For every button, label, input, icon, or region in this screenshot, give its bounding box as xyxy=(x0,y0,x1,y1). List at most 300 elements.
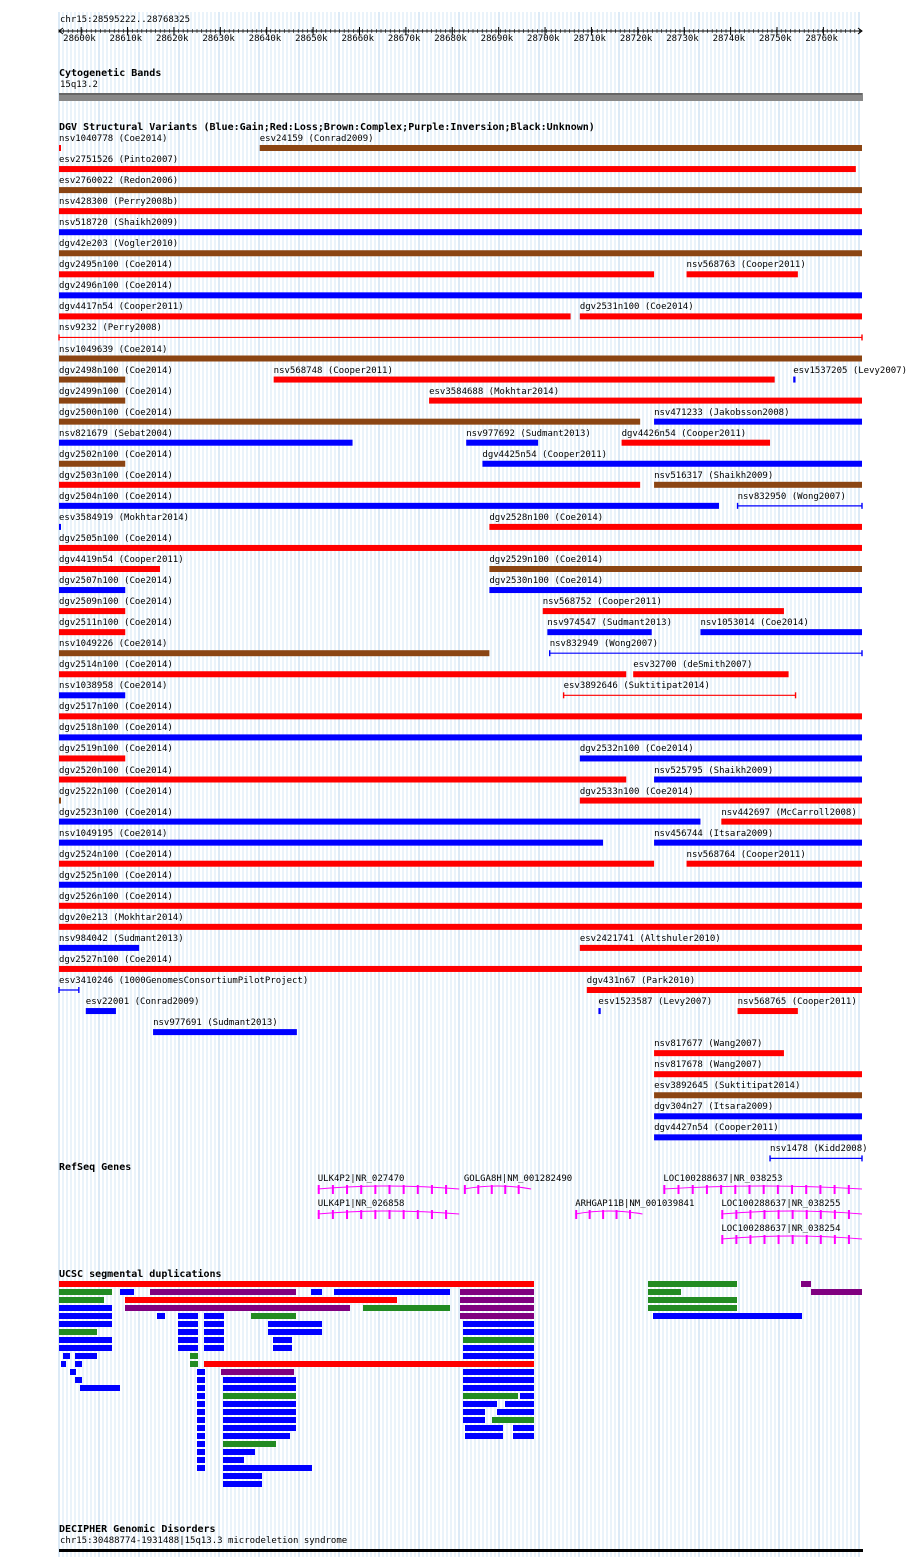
dgv-variant-bar xyxy=(59,924,862,930)
gene-exon xyxy=(477,1185,479,1194)
dgv-variant-bar xyxy=(622,440,770,446)
dgv-variant-bar xyxy=(654,1050,784,1056)
dgv-variant-bar xyxy=(59,734,862,740)
gene-exon xyxy=(792,1210,794,1219)
segdup-block xyxy=(61,1361,66,1367)
segdup-block xyxy=(125,1297,397,1303)
segdup-block xyxy=(465,1433,503,1439)
gene-intron-line xyxy=(575,1211,642,1214)
dgv-variant-label[interactable]: dgv2528n100 (Coe2014) xyxy=(489,512,604,523)
gene-exon xyxy=(819,1185,821,1194)
segdup-block xyxy=(59,1345,112,1351)
segdup-block xyxy=(157,1313,165,1319)
dgv-variant-bar xyxy=(793,377,795,383)
gene-exon xyxy=(834,1185,836,1194)
cytoband-label: 15q13.2 xyxy=(60,80,98,90)
ruler-tick-label: 28760k xyxy=(805,34,838,44)
dgv-variant-bar xyxy=(59,461,125,467)
ruler-tick-label: 28600k xyxy=(63,34,96,44)
dgv-variant-label[interactable]: dgv4417n54 (Cooper2011) xyxy=(59,302,184,313)
dgv-variant-label[interactable]: dgv2502n100 (Coe2014) xyxy=(59,449,173,460)
segdup-block xyxy=(59,1321,112,1327)
dgv-variant-bar xyxy=(59,145,61,151)
dgv-variant-bar xyxy=(59,692,125,698)
dgv-variant-bar xyxy=(59,208,862,214)
dgv-variant-bar xyxy=(543,608,784,614)
dgv-variant-label[interactable]: dgv2526n100 (Coe2014) xyxy=(59,891,173,902)
ruler-tick-label: 28670k xyxy=(387,34,421,44)
segdup-block xyxy=(197,1457,205,1463)
dgv-variant-label[interactable]: nsv568752 (Cooper2011) xyxy=(542,597,662,608)
dgv-variant-label[interactable]: esv1537205 (Levy2007) xyxy=(793,365,907,376)
dgv-variant-label[interactable]: nsv428300 (Perry2008b) xyxy=(59,197,179,208)
segdup-block xyxy=(648,1305,737,1311)
gene-label[interactable]: ULK4P2|NR_027470 xyxy=(317,1174,405,1184)
segdup-block xyxy=(59,1329,97,1335)
gene-exon xyxy=(735,1210,737,1219)
dgv-variant-label[interactable]: esv2751526 (Pinto2007) xyxy=(59,155,179,166)
dgv-variant-label[interactable]: esv3410246 (1000GenomesConsortiumPilotProject) xyxy=(59,976,309,986)
segdup-block xyxy=(653,1313,802,1319)
ruler-tick-label: 28740k xyxy=(712,34,746,44)
dgv-variant-label[interactable]: dgv2499n100 (Coe2014) xyxy=(59,386,173,397)
dgv-variant-label[interactable]: nsv832949 (Wong2007) xyxy=(549,639,659,650)
segdup-block xyxy=(204,1345,224,1351)
dgv-variant-bar xyxy=(59,229,862,235)
gene-exon xyxy=(504,1185,506,1194)
gene-exon xyxy=(749,1210,751,1219)
dgv-variant-label[interactable]: esv3892645 (Suktitipat2014) xyxy=(654,1081,801,1092)
dgv-variant-bar xyxy=(59,482,640,488)
segdup-block xyxy=(223,1385,296,1391)
gene-exon xyxy=(360,1210,362,1219)
dgv-variant-bar xyxy=(59,524,61,530)
dgv-variant-label[interactable]: dgv4426n54 (Cooper2011) xyxy=(621,428,747,439)
gene-exon xyxy=(791,1185,793,1194)
segdup-block xyxy=(178,1321,198,1327)
gene-label[interactable]: LOC100288637|NR_038254 xyxy=(721,1224,841,1234)
dgv-variant-label[interactable]: dgv20e213 (Mokhtar2014) xyxy=(59,912,184,923)
dgv-variant-bar xyxy=(59,440,353,446)
segdup-block xyxy=(204,1313,224,1319)
dgv-variant-label[interactable]: dgv4419n54 (Cooper2011) xyxy=(59,555,184,565)
segdup-block xyxy=(463,1417,485,1423)
dgv-variant-label[interactable]: dgv2500n100 (Coe2014) xyxy=(59,407,173,418)
gene-exon xyxy=(735,1235,737,1244)
ruler-tick-label: 28730k xyxy=(666,34,699,44)
segdup-block xyxy=(59,1313,112,1319)
dgv-variant-label[interactable]: esv3584919 (Mokhtar2014) xyxy=(59,512,190,523)
segdup-block xyxy=(75,1361,82,1367)
dgv-variant-label[interactable]: dgv2514n100 (Coe2014) xyxy=(59,660,173,671)
dgv-variant-bar xyxy=(59,629,125,635)
dgv-variant-label[interactable]: dgv2498n100 (Coe2014) xyxy=(59,365,173,376)
dgv-variant-bar xyxy=(59,250,862,256)
dgv-variant-label[interactable]: dgv4427n54 (Cooper2011) xyxy=(654,1123,779,1134)
dgv-variant-label[interactable]: nsv568763 (Cooper2011) xyxy=(686,260,806,271)
dgv-variant-label[interactable]: esv24159 (Conrad2009) xyxy=(259,134,374,144)
gene-exon xyxy=(848,1210,850,1219)
gene-exon xyxy=(720,1185,722,1194)
cytoband-track-title[interactable]: Cytogenetic Bands xyxy=(59,68,162,79)
dgv-variant-label[interactable]: dgv2533n100 (Coe2014) xyxy=(579,786,694,797)
segdup-block xyxy=(463,1393,518,1399)
dgv-variant-label[interactable]: dgv2531n100 (Coe2014) xyxy=(579,302,694,313)
dgv-variant-label[interactable]: nsv516317 (Shaikh2009) xyxy=(654,470,774,481)
dgv-variant-bar xyxy=(466,440,538,446)
dgv-variant-label[interactable]: dgv2517n100 (Coe2014) xyxy=(59,702,173,713)
segdup-block xyxy=(204,1361,534,1367)
ruler-tick-label: 28660k xyxy=(341,34,374,44)
segdup-block xyxy=(363,1305,450,1311)
segdup-block xyxy=(59,1337,112,1343)
dgv-variant-bar xyxy=(580,945,862,951)
gene-label[interactable]: ULK4P1|NR_026858 xyxy=(317,1199,405,1209)
dgv-variant-label[interactable]: esv3584688 (Mokhtar2014) xyxy=(429,386,560,397)
dgv-variant-bar xyxy=(700,629,862,635)
segdup-block xyxy=(197,1409,205,1415)
dgv-variant-bar xyxy=(86,1008,116,1014)
segdup-block xyxy=(178,1337,198,1343)
dgv-variant-label[interactable]: nsv525795 (Shaikh2009) xyxy=(654,765,774,776)
gene-exon xyxy=(346,1185,348,1194)
ruler-tick-label: 28680k xyxy=(434,34,467,44)
segdup-block xyxy=(70,1369,76,1375)
gene-exon xyxy=(834,1235,836,1244)
gene-label[interactable]: ARHGAP11B|NM_001039841 xyxy=(575,1199,695,1209)
segdup-block xyxy=(811,1289,862,1295)
dgv-variant-bar xyxy=(59,861,654,867)
dgv-variant-label[interactable]: dgv304n27 (Itsara2009) xyxy=(654,1102,774,1113)
segdup-block xyxy=(460,1305,534,1311)
gene-exon xyxy=(431,1185,433,1194)
ruler-tick-label: 28750k xyxy=(758,34,792,44)
dgv-variant-bar xyxy=(489,587,862,593)
gene-exon xyxy=(706,1185,708,1194)
segdup-block xyxy=(463,1369,534,1375)
dgv-variant-label[interactable]: dgv2525n100 (Coe2014) xyxy=(59,870,173,881)
dgv-variant-bar xyxy=(59,587,125,593)
dgv-variant-label[interactable]: nsv9232 (Perry2008) xyxy=(59,323,162,334)
gene-exon xyxy=(417,1210,419,1219)
dgv-variant-label[interactable]: dgv2529n100 (Coe2014) xyxy=(489,555,604,565)
dgv-variant-label[interactable]: nsv832950 (Wong2007) xyxy=(737,491,846,502)
dgv-variant-label[interactable]: dgv2530n100 (Coe2014) xyxy=(489,576,604,587)
dgv-variant-label[interactable]: dgv2504n100 (Coe2014) xyxy=(59,491,173,502)
dgv-variant-label[interactable]: dgv42e203 (Vogler2010) xyxy=(59,239,179,250)
dgv-variant-bar xyxy=(59,187,862,193)
segdup-block xyxy=(520,1393,534,1399)
segdup-block xyxy=(197,1417,205,1423)
dgv-variant-bar xyxy=(580,798,862,804)
dgv-variant-label[interactable]: nsv974547 (Sudmant2013) xyxy=(547,618,672,629)
gene-exon xyxy=(403,1210,405,1219)
gene-exon xyxy=(431,1210,433,1219)
dgv-variant-label[interactable]: dgv2509n100 (Coe2014) xyxy=(59,597,173,608)
dgv-variant-label[interactable]: esv22001 (Conrad2009) xyxy=(85,997,200,1008)
dgv-variant-bar xyxy=(738,1008,798,1014)
gene-exon xyxy=(491,1185,493,1194)
gene-exon xyxy=(589,1210,591,1219)
segdup-block xyxy=(492,1417,534,1423)
dgv-variant-bar xyxy=(59,798,61,804)
position-label: chr15:28595222..28768325 xyxy=(60,15,191,25)
dgv-variant-bar xyxy=(687,271,798,277)
dgv-variant-label[interactable]: esv2760022 (Redon2006) xyxy=(59,176,179,187)
gene-label[interactable]: LOC100288637|NR_038255 xyxy=(721,1199,841,1209)
gene-label[interactable]: LOC100288637|NR_038253 xyxy=(663,1174,783,1184)
segdup-block xyxy=(268,1329,322,1335)
segdup-block xyxy=(178,1345,198,1351)
segdup-block xyxy=(197,1433,205,1439)
dgv-track-title[interactable]: DGV Structural Variants (Blue:Gain;Red:Loss;Brown:Complex;Purple:Inversion;Black:Unknown) xyxy=(59,122,595,133)
segdup-block xyxy=(120,1289,134,1295)
segdup-block xyxy=(125,1305,350,1311)
gene-exon xyxy=(805,1185,807,1194)
dgv-variant-label[interactable]: dgv2527n100 (Coe2014) xyxy=(59,954,173,965)
dgv-variant-bar xyxy=(59,945,139,951)
gene-exon xyxy=(778,1235,780,1244)
gene-exon xyxy=(360,1185,362,1194)
ruler-tick-label: 28710k xyxy=(573,34,606,44)
dgv-variant-label[interactable]: dgv2518n100 (Coe2014) xyxy=(59,723,173,734)
gene-exon xyxy=(629,1210,631,1219)
dgv-variant-label[interactable]: nsv1049639 (Coe2014) xyxy=(59,344,168,355)
segdup-block xyxy=(197,1465,205,1471)
dgv-variant-bar xyxy=(580,755,862,761)
dgv-variant-label[interactable]: esv1523587 (Levy2007) xyxy=(598,997,713,1008)
gene-exon xyxy=(748,1185,750,1194)
dgv-variant-bar xyxy=(429,398,862,404)
refseq-track-title[interactable]: RefSeq Genes xyxy=(59,1162,132,1173)
gene-exon xyxy=(318,1185,320,1194)
segdup-block xyxy=(463,1385,534,1391)
decipher-feature-label[interactable]: chr15:30488774-1931488|15q13.3 microdeletion syndrome xyxy=(60,1536,348,1546)
segdup-track-title[interactable]: UCSC segmental duplications xyxy=(59,1269,222,1280)
gene-exon xyxy=(663,1185,665,1194)
dgv-variant-bar xyxy=(274,377,775,383)
segdup-block xyxy=(190,1361,198,1367)
gene-exon xyxy=(734,1185,736,1194)
segdup-block xyxy=(648,1281,737,1287)
dgv-variant-label[interactable]: nsv1038958 (Coe2014) xyxy=(59,681,168,692)
segdup-block xyxy=(223,1377,296,1383)
dgv-variant-bar xyxy=(654,1113,862,1119)
gene-exon xyxy=(749,1235,751,1244)
segdup-block xyxy=(197,1393,205,1399)
segdup-block xyxy=(513,1425,534,1431)
gene-exon xyxy=(721,1210,723,1219)
dgv-variant-label[interactable]: dgv2524n100 (Coe2014) xyxy=(59,849,173,860)
segdup-block xyxy=(223,1433,290,1439)
gene-exon xyxy=(806,1210,808,1219)
dgv-variant-bar xyxy=(482,461,862,467)
segdup-block xyxy=(463,1377,534,1383)
dgv-variant-label[interactable]: dgv2520n100 (Coe2014) xyxy=(59,765,173,776)
segdup-block xyxy=(268,1321,322,1327)
gene-exon xyxy=(721,1235,723,1244)
segdup-block xyxy=(463,1321,534,1327)
segdup-block xyxy=(197,1401,205,1407)
dgv-variant-bar xyxy=(654,777,862,783)
dgv-variant-bar xyxy=(59,271,654,277)
dgv-variant-label[interactable]: esv32700 (deSmith2007) xyxy=(633,660,753,671)
segdup-block xyxy=(59,1289,112,1295)
dgv-variant-bar xyxy=(59,882,862,888)
dgv-variant-label[interactable]: dgv2505n100 (Coe2014) xyxy=(59,533,173,544)
dgv-variant-label[interactable]: nsv456744 (Itsara2009) xyxy=(654,828,774,839)
segdup-block xyxy=(465,1425,503,1431)
dgv-variant-label[interactable]: dgv2503n100 (Coe2014) xyxy=(59,470,173,481)
dgv-variant-label[interactable]: dgv2522n100 (Coe2014) xyxy=(59,786,173,797)
dgv-variant-label[interactable]: nsv442697 (McCarroll2008) xyxy=(721,807,857,818)
segdup-block xyxy=(648,1289,681,1295)
dgv-variant-bar xyxy=(654,840,862,846)
gene-exon xyxy=(388,1185,390,1194)
segdup-block xyxy=(80,1385,120,1391)
dgv-variant-bar xyxy=(59,755,125,761)
segdup-block xyxy=(190,1353,198,1359)
dgv-variant-bar xyxy=(587,987,862,993)
dgv-variant-bar xyxy=(633,671,788,677)
ruler-tick-label: 28620k xyxy=(155,34,189,44)
segdup-block xyxy=(460,1297,534,1303)
gene-exon xyxy=(332,1210,334,1219)
dgv-variant-bar xyxy=(59,777,626,783)
dgv-variant-label[interactable]: nsv1053014 (Coe2014) xyxy=(700,618,809,629)
dgv-variant-bar xyxy=(59,419,640,425)
segdup-block xyxy=(75,1353,97,1359)
segdup-block xyxy=(251,1313,296,1319)
dgv-variant-bar xyxy=(59,671,626,677)
segdup-block xyxy=(221,1369,294,1375)
gene-exon xyxy=(346,1210,348,1219)
dgv-variant-label[interactable]: dgv2495n100 (Coe2014) xyxy=(59,260,173,271)
dgv-variant-label[interactable]: dgv2507n100 (Coe2014) xyxy=(59,576,173,587)
dgv-variant-label[interactable]: dgv2532n100 (Coe2014) xyxy=(579,744,694,755)
dgv-variant-bar xyxy=(547,629,651,635)
dgv-variant-label[interactable]: dgv2511n100 (Coe2014) xyxy=(59,618,173,629)
ruler-tick-label: 28630k xyxy=(202,34,235,44)
segdup-block xyxy=(223,1473,262,1479)
gene-exon xyxy=(806,1235,808,1244)
dgv-variant-label[interactable]: dgv4425n54 (Cooper2011) xyxy=(482,449,608,460)
gene-exon xyxy=(374,1185,376,1194)
dgv-variant-bar xyxy=(59,650,489,656)
gene-exon xyxy=(820,1210,822,1219)
segdup-block xyxy=(223,1401,296,1407)
segdup-block xyxy=(648,1297,737,1303)
segdup-block xyxy=(59,1297,104,1303)
gene-exon xyxy=(763,1185,765,1194)
dgv-variant-label[interactable]: nsv977691 (Sudmant2013) xyxy=(153,1018,278,1029)
segdup-block xyxy=(204,1321,224,1327)
ruler-tick-label: 28700k xyxy=(527,34,560,44)
segdup-block xyxy=(63,1353,70,1359)
segdup-block xyxy=(334,1289,450,1295)
gene-exon xyxy=(388,1210,390,1219)
segdup-block xyxy=(197,1377,205,1383)
dgv-variant-label[interactable]: nsv1049226 (Coe2014) xyxy=(59,639,168,650)
gene-exon xyxy=(692,1185,694,1194)
segdup-block xyxy=(463,1329,534,1335)
dgv-variant-label[interactable]: esv3892646 (Suktitipat2014) xyxy=(563,681,710,692)
segdup-block xyxy=(505,1401,534,1407)
gene-label[interactable]: GOLGA8H|NM_001282490 xyxy=(463,1174,573,1184)
gene-exon xyxy=(848,1185,850,1194)
dgv-variant-label[interactable]: nsv821679 (Sebat2004) xyxy=(59,428,173,439)
dgv-variant-bar xyxy=(153,1029,297,1035)
dgv-variant-label[interactable]: nsv1478 (Kidd2008) xyxy=(770,1144,868,1155)
dgv-variant-bar xyxy=(598,1008,600,1014)
gene-exon xyxy=(374,1210,376,1219)
dgv-variant-label[interactable]: dgv2523n100 (Coe2014) xyxy=(59,807,173,818)
dgv-variant-label[interactable]: esv2421741 (Altshuler2010) xyxy=(579,933,721,944)
dgv-variant-label[interactable]: nsv518720 (Shaikh2009) xyxy=(59,218,179,229)
segdup-block xyxy=(223,1441,276,1447)
dgv-variant-label[interactable]: nsv984042 (Sudmant2013) xyxy=(59,933,184,944)
gene-exon xyxy=(848,1235,850,1244)
segdup-block xyxy=(460,1313,534,1319)
ruler-tick-label: 28610k xyxy=(109,34,143,44)
segdup-block xyxy=(223,1449,255,1455)
ruler-tick-label: 28640k xyxy=(248,34,282,44)
dgv-variant-label[interactable]: nsv568765 (Cooper2011) xyxy=(737,997,857,1008)
segdup-block xyxy=(178,1329,198,1335)
dgv-variant-label[interactable]: nsv568748 (Cooper2011) xyxy=(273,365,393,376)
dgv-variant-label[interactable]: dgv2519n100 (Coe2014) xyxy=(59,744,173,755)
dgv-variant-label[interactable]: nsv817677 (Wang2007) xyxy=(654,1039,763,1050)
dgv-variant-bar xyxy=(59,903,862,909)
gene-exon xyxy=(616,1210,618,1219)
segdup-block xyxy=(223,1425,296,1431)
segdup-block xyxy=(197,1441,205,1447)
dgv-variant-label[interactable]: nsv817678 (Wang2007) xyxy=(654,1060,763,1071)
segdup-block xyxy=(75,1377,82,1383)
dgv-variant-bar xyxy=(654,1134,862,1140)
segdup-block xyxy=(463,1345,534,1351)
dgv-variant-label[interactable]: nsv568764 (Cooper2011) xyxy=(686,849,806,860)
segdup-block xyxy=(223,1465,312,1471)
dgv-variant-label[interactable]: nsv977692 (Sudmant2013) xyxy=(466,428,591,439)
dgv-variant-label[interactable]: dgv431n67 (Park2010) xyxy=(586,976,696,986)
segdup-block xyxy=(463,1401,497,1407)
segdup-block xyxy=(497,1409,534,1415)
dgv-variant-bar xyxy=(687,861,862,867)
gene-exon xyxy=(417,1185,419,1194)
gene-exon xyxy=(445,1185,447,1194)
decipher-track-title[interactable]: DECIPHER Genomic Disorders xyxy=(59,1524,216,1535)
dgv-variant-label[interactable]: nsv1049195 (Coe2014) xyxy=(59,828,168,839)
gene-exon xyxy=(834,1210,836,1219)
dgv-variant-bar xyxy=(59,966,862,972)
decipher-bar xyxy=(59,1549,863,1552)
segdup-block xyxy=(197,1425,205,1431)
dgv-variant-label[interactable]: nsv471233 (Jakobsson2008) xyxy=(654,407,790,418)
dgv-variant-bar xyxy=(580,313,862,319)
gene-exon xyxy=(332,1185,334,1194)
dgv-variant-bar xyxy=(59,398,125,404)
gene-exon xyxy=(575,1210,577,1219)
segdup-block xyxy=(59,1281,534,1287)
gene-exon xyxy=(820,1235,822,1244)
segdup-block xyxy=(223,1457,244,1463)
gene-exon xyxy=(518,1185,520,1194)
dgv-variant-label[interactable]: dgv2496n100 (Coe2014) xyxy=(59,281,173,292)
segdup-block xyxy=(460,1289,534,1295)
segdup-block xyxy=(513,1433,534,1439)
dgv-variant-label[interactable]: nsv1040778 (Coe2014) xyxy=(59,134,168,144)
